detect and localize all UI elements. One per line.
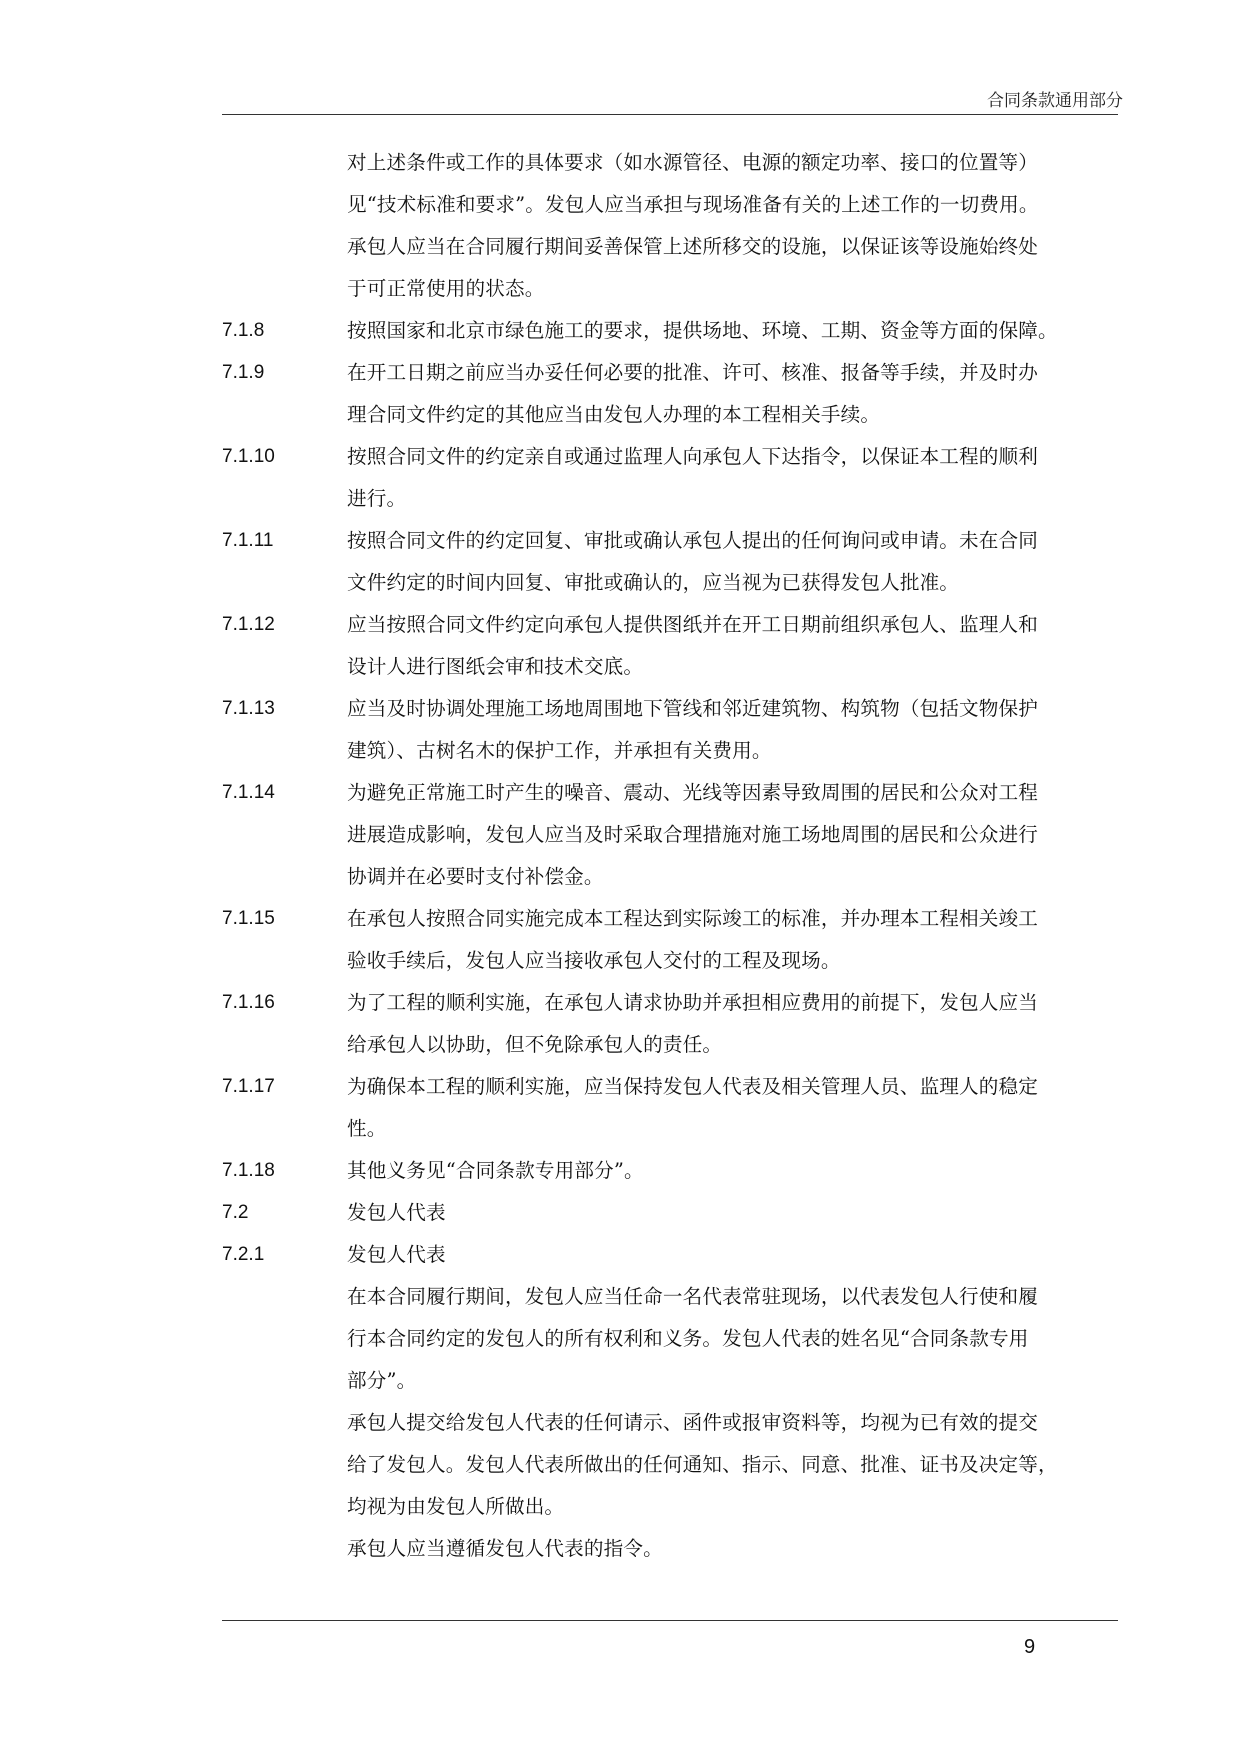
clause-paragraph: [222, 352, 1122, 436]
clause-paragraph: [222, 1192, 1122, 1234]
clause-text: [347, 1234, 1122, 1276]
clause-text: [347, 520, 1122, 604]
clause-number: 7.1.15: [222, 908, 275, 929]
clause-paragraph: [222, 1402, 1122, 1528]
text-line: 承包人应当在合同履行期间妥善保管上述所移交的设施，以保证该等设施始终处: [347, 235, 1039, 258]
clause-text: [347, 1066, 1122, 1150]
clause-text: [347, 352, 1122, 436]
clause-paragraph: [222, 604, 1122, 688]
text-line: 其他义务见“合同条款专用部分”。: [347, 1159, 644, 1182]
text-line: 建筑）、古树名木的保护工作，并承担有关费用。: [347, 739, 772, 762]
clause-number: 7.1.11: [222, 530, 274, 551]
clause-number: 7.1.9: [222, 362, 265, 383]
clause-paragraph: [222, 1234, 1122, 1276]
clause-number: 7.1.13: [222, 698, 275, 719]
clause-text: [347, 604, 1122, 688]
clause-text: [347, 142, 1122, 310]
text-line: 给承包人以协助，但不免除承包人的责任。: [347, 1033, 723, 1056]
clause-number: 7.1.10: [222, 446, 275, 467]
text-line: 承包人提交给发包人代表的任何请示、函件或报审资料等，均视为已有效的提交: [347, 1411, 1039, 1434]
clause-number: 7.1.17: [222, 1076, 275, 1097]
text-line: 进行。: [347, 487, 407, 510]
text-line: 给了发包人。发包人代表所做出的任何通知、指示、同意、批准、证书及决定等，: [347, 1453, 1058, 1476]
text-line: 应当按照合同文件约定向承包人提供图纸并在开工日期前组织承包人、监理人和: [347, 613, 1039, 636]
text-line: 于可正常使用的状态。: [347, 277, 545, 300]
clause-paragraph: [222, 142, 1122, 310]
clause-number: 7.1.8: [222, 320, 265, 341]
clause-number: 7.2: [222, 1202, 249, 1223]
clause-paragraph: [222, 1066, 1122, 1150]
text-line: 理合同文件约定的其他应当由发包人办理的本工程相关手续。: [347, 403, 881, 426]
text-line: 协调并在必要时支付补偿金。: [347, 865, 604, 888]
text-line: 为避免正常施工时产生的噪音、震动、光线等因素导致周围的居民和公众对工程: [347, 781, 1039, 804]
running-header: 合同条款通用部分: [987, 91, 1123, 111]
text-line: 验收手续后，发包人应当接收承包人交付的工程及现场。: [347, 949, 841, 972]
clause-number: 7.1.18: [222, 1160, 275, 1181]
clause-number: 7.2.1: [222, 1244, 265, 1265]
text-line: 在本合同履行期间，发包人应当任命一名代表常驻现场，以代表发包人行使和履: [347, 1285, 1039, 1308]
clause-paragraph: [222, 1528, 1122, 1570]
clause-text: [347, 1402, 1122, 1528]
clause-paragraph: [222, 1276, 1122, 1402]
text-line: 在承包人按照合同实施完成本工程达到实际竣工的标准，并办理本工程相关竣工: [347, 907, 1039, 930]
clause-paragraph: [222, 898, 1122, 982]
text-line: 应当及时协调处理施工场地周围地下管线和邻近建筑物、构筑物（包括文物保护: [347, 697, 1039, 720]
clause-text: [347, 310, 1122, 352]
text-line: 发包人代表: [347, 1243, 446, 1266]
text-line: 行本合同约定的发包人的所有权利和义务。发包人代表的姓名见“合同条款专用: [347, 1327, 1029, 1350]
text-line: 部分”。: [347, 1369, 417, 1392]
document-body: [222, 142, 1122, 1570]
text-line: 发包人代表: [347, 1201, 446, 1224]
text-line: 设计人进行图纸会审和技术交底。: [347, 655, 644, 678]
text-line: 进展造成影响，发包人应当及时采取合理措施对施工场地周围的居民和公众进行: [347, 823, 1039, 846]
clause-text: [347, 898, 1122, 982]
clause-number: 7.1.12: [222, 614, 275, 635]
page-number: 9: [1024, 1636, 1036, 1658]
clause-paragraph: [222, 436, 1122, 520]
clause-text: [347, 1150, 1122, 1192]
text-line: 性。: [347, 1117, 387, 1140]
text-line: 文件约定的时间内回复、审批或确认的，应当视为已获得发包人批准。: [347, 571, 960, 594]
clause-text: [347, 982, 1122, 1066]
footer-rule: [222, 1620, 1118, 1621]
clause-paragraph: [222, 982, 1122, 1066]
header-rule: [222, 114, 1118, 115]
clause-text: [347, 436, 1122, 520]
text-line: 为确保本工程的顺利实施，应当保持发包人代表及相关管理人员、监理人的稳定: [347, 1075, 1039, 1098]
text-line: 均视为由发包人所做出。: [347, 1495, 565, 1518]
clause-text: [347, 688, 1122, 772]
text-line: 见“技术标准和要求”。发包人应当承担与现场准备有关的上述工作的一切费用。: [347, 193, 1039, 216]
clause-text: [347, 1276, 1122, 1402]
clause-text: [347, 772, 1122, 898]
text-line: 对上述条件或工作的具体要求（如水源管径、电源的额定功率、接口的位置等）: [347, 151, 1039, 174]
clause-paragraph: [222, 1150, 1122, 1192]
clause-paragraph: [222, 772, 1122, 898]
clause-number: 7.1.14: [222, 782, 275, 803]
text-line: 在开工日期之前应当办妥任何必要的批准、许可、核准、报备等手续，并及时办: [347, 361, 1039, 384]
clause-paragraph: [222, 520, 1122, 604]
text-line: 承包人应当遵循发包人代表的指令。: [347, 1537, 663, 1560]
text-line: 按照合同文件的约定回复、审批或确认承包人提出的任何询问或申请。未在合同: [347, 529, 1039, 552]
text-line: 为了工程的顺利实施，在承包人请求协助并承担相应费用的前提下，发包人应当: [347, 991, 1039, 1014]
clause-text: [347, 1528, 1122, 1570]
clause-paragraph: [222, 310, 1122, 352]
text-line: 按照合同文件的约定亲自或通过监理人向承包人下达指令，以保证本工程的顺利: [347, 445, 1039, 468]
clause-text: [347, 1192, 1122, 1234]
clause-number: 7.1.16: [222, 992, 275, 1013]
text-line: 按照国家和北京市绿色施工的要求，提供场地、环境、工期、资金等方面的保障。: [347, 319, 1058, 342]
clause-paragraph: [222, 688, 1122, 772]
